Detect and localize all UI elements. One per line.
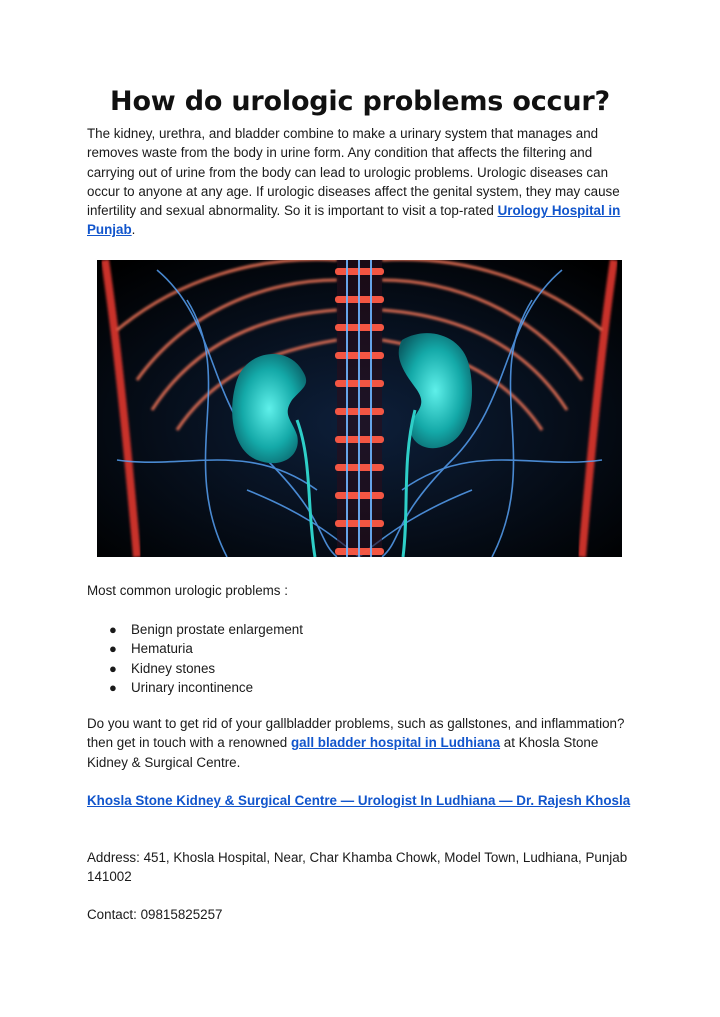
bullet-icon: ● [109, 679, 117, 695]
contact-text: Contact: 09815825257 [87, 907, 223, 922]
list-item [87, 678, 303, 697]
list-item [87, 659, 303, 678]
list-item-text: Benign prostate enlargement [131, 622, 303, 637]
cta-end: at Khosla Stone Kidney & Surgical Centre. [87, 735, 599, 770]
intro-end: . [131, 222, 136, 238]
list-item-text: Hematuria [131, 641, 193, 657]
gall-bladder-hospital-link[interactable]: gall bladder hospital in Ludhiana [290, 735, 501, 751]
page-title: How do urologic problems occur? [110, 86, 610, 117]
cta-text: Do you want to get rid of your gallbladder problems, such as gallstones, and inflammation? then get in touch with a renowned [87, 716, 625, 751]
bullet-icon: ● [109, 622, 117, 637]
urology-hospital-link[interactable]: Urology Hospital in Punjab [87, 203, 621, 238]
intro-text: The kidney, urethra, and bladder combine to make a urinary system that manages and removes waste from the body in urine form. Any condition that affects the filtering and carrying out of urine from the body can lead to urologic problems. Urologic diseases can occur to anyone at any age. If urologic diseases affect the genital system, they may cause infertility and sexual abnormality. So it is important to visit a top-rated [87, 126, 620, 219]
list-item [87, 639, 303, 658]
list-item-text: Kidney stones [131, 660, 216, 676]
centre-paragraph [87, 791, 635, 810]
bullet-icon: ● [109, 660, 117, 676]
khosla-centre-link[interactable]: Khosla Stone Kidney & Surgical Centre — Urologist In Ludhiana — Dr. Rajesh Khosla [87, 793, 631, 808]
problems-list [87, 620, 303, 697]
address-text: Address: 451, Khosla Hospital, Near, Char Khamba Chowk, Model Town, Ludhiana, Punjab 141002 [87, 850, 628, 885]
list-item-text: Urinary incontinence [131, 679, 254, 695]
list-item [87, 620, 303, 639]
cta-paragraph [87, 714, 635, 772]
kidney-xray-image [97, 260, 622, 557]
intro-paragraph [87, 124, 635, 240]
bullet-icon: ● [109, 641, 117, 657]
list-heading: Most common urologic problems : [87, 583, 288, 598]
